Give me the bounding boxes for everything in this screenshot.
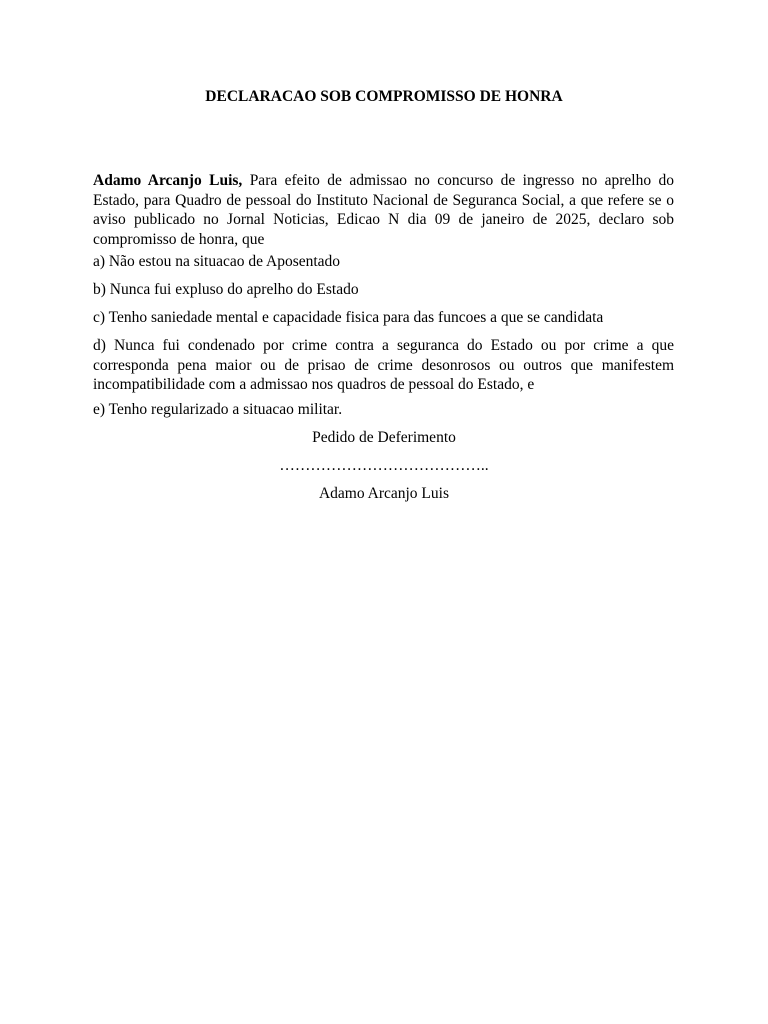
declarant-name: Adamo Arcanjo Luis, bbox=[93, 172, 243, 189]
request-line: Pedido de Deferimento bbox=[312, 429, 456, 446]
signature-line: ………………………………….. bbox=[279, 457, 489, 474]
declaration-item-d: d) Nunca fui condenado por crime contra a seguranca do Estado ou por crime a que corresponda pena maior ou de prisao de crime desonrosos ou outros que manifestem incompatibilidade com a admissao nos quadros de pessoal do Estado, e bbox=[93, 337, 674, 393]
document-title: DECLARACAO SOB COMPROMISSO DE HONRA bbox=[205, 88, 563, 105]
declaration-item-c: c) Tenho saniedade mental e capacidade fisica para das funcoes a que se candidata bbox=[93, 309, 604, 326]
intro-text: Para efeito de admissao no concurso de ingresso no aprelho do Estado, para Quadro de pessoal do Instituto Nacional de Seguranca Social, a que refere se o aviso publicado no Jornal Noticias, Edicao N dia 09 de janeiro de 2025, declaro sob compromisso de honra, que bbox=[93, 172, 674, 248]
intro-paragraph bbox=[93, 171, 674, 249]
declaration-item-e: e) Tenho regularizado a situacao militar. bbox=[93, 401, 343, 418]
declaration-item-a: a) Não estou na situacao de Aposentado bbox=[93, 253, 341, 270]
declaration-item-b: b) Nunca fui expluso do aprelho do Estado bbox=[93, 281, 359, 298]
signer-name: Adamo Arcanjo Luis bbox=[318, 485, 449, 502]
